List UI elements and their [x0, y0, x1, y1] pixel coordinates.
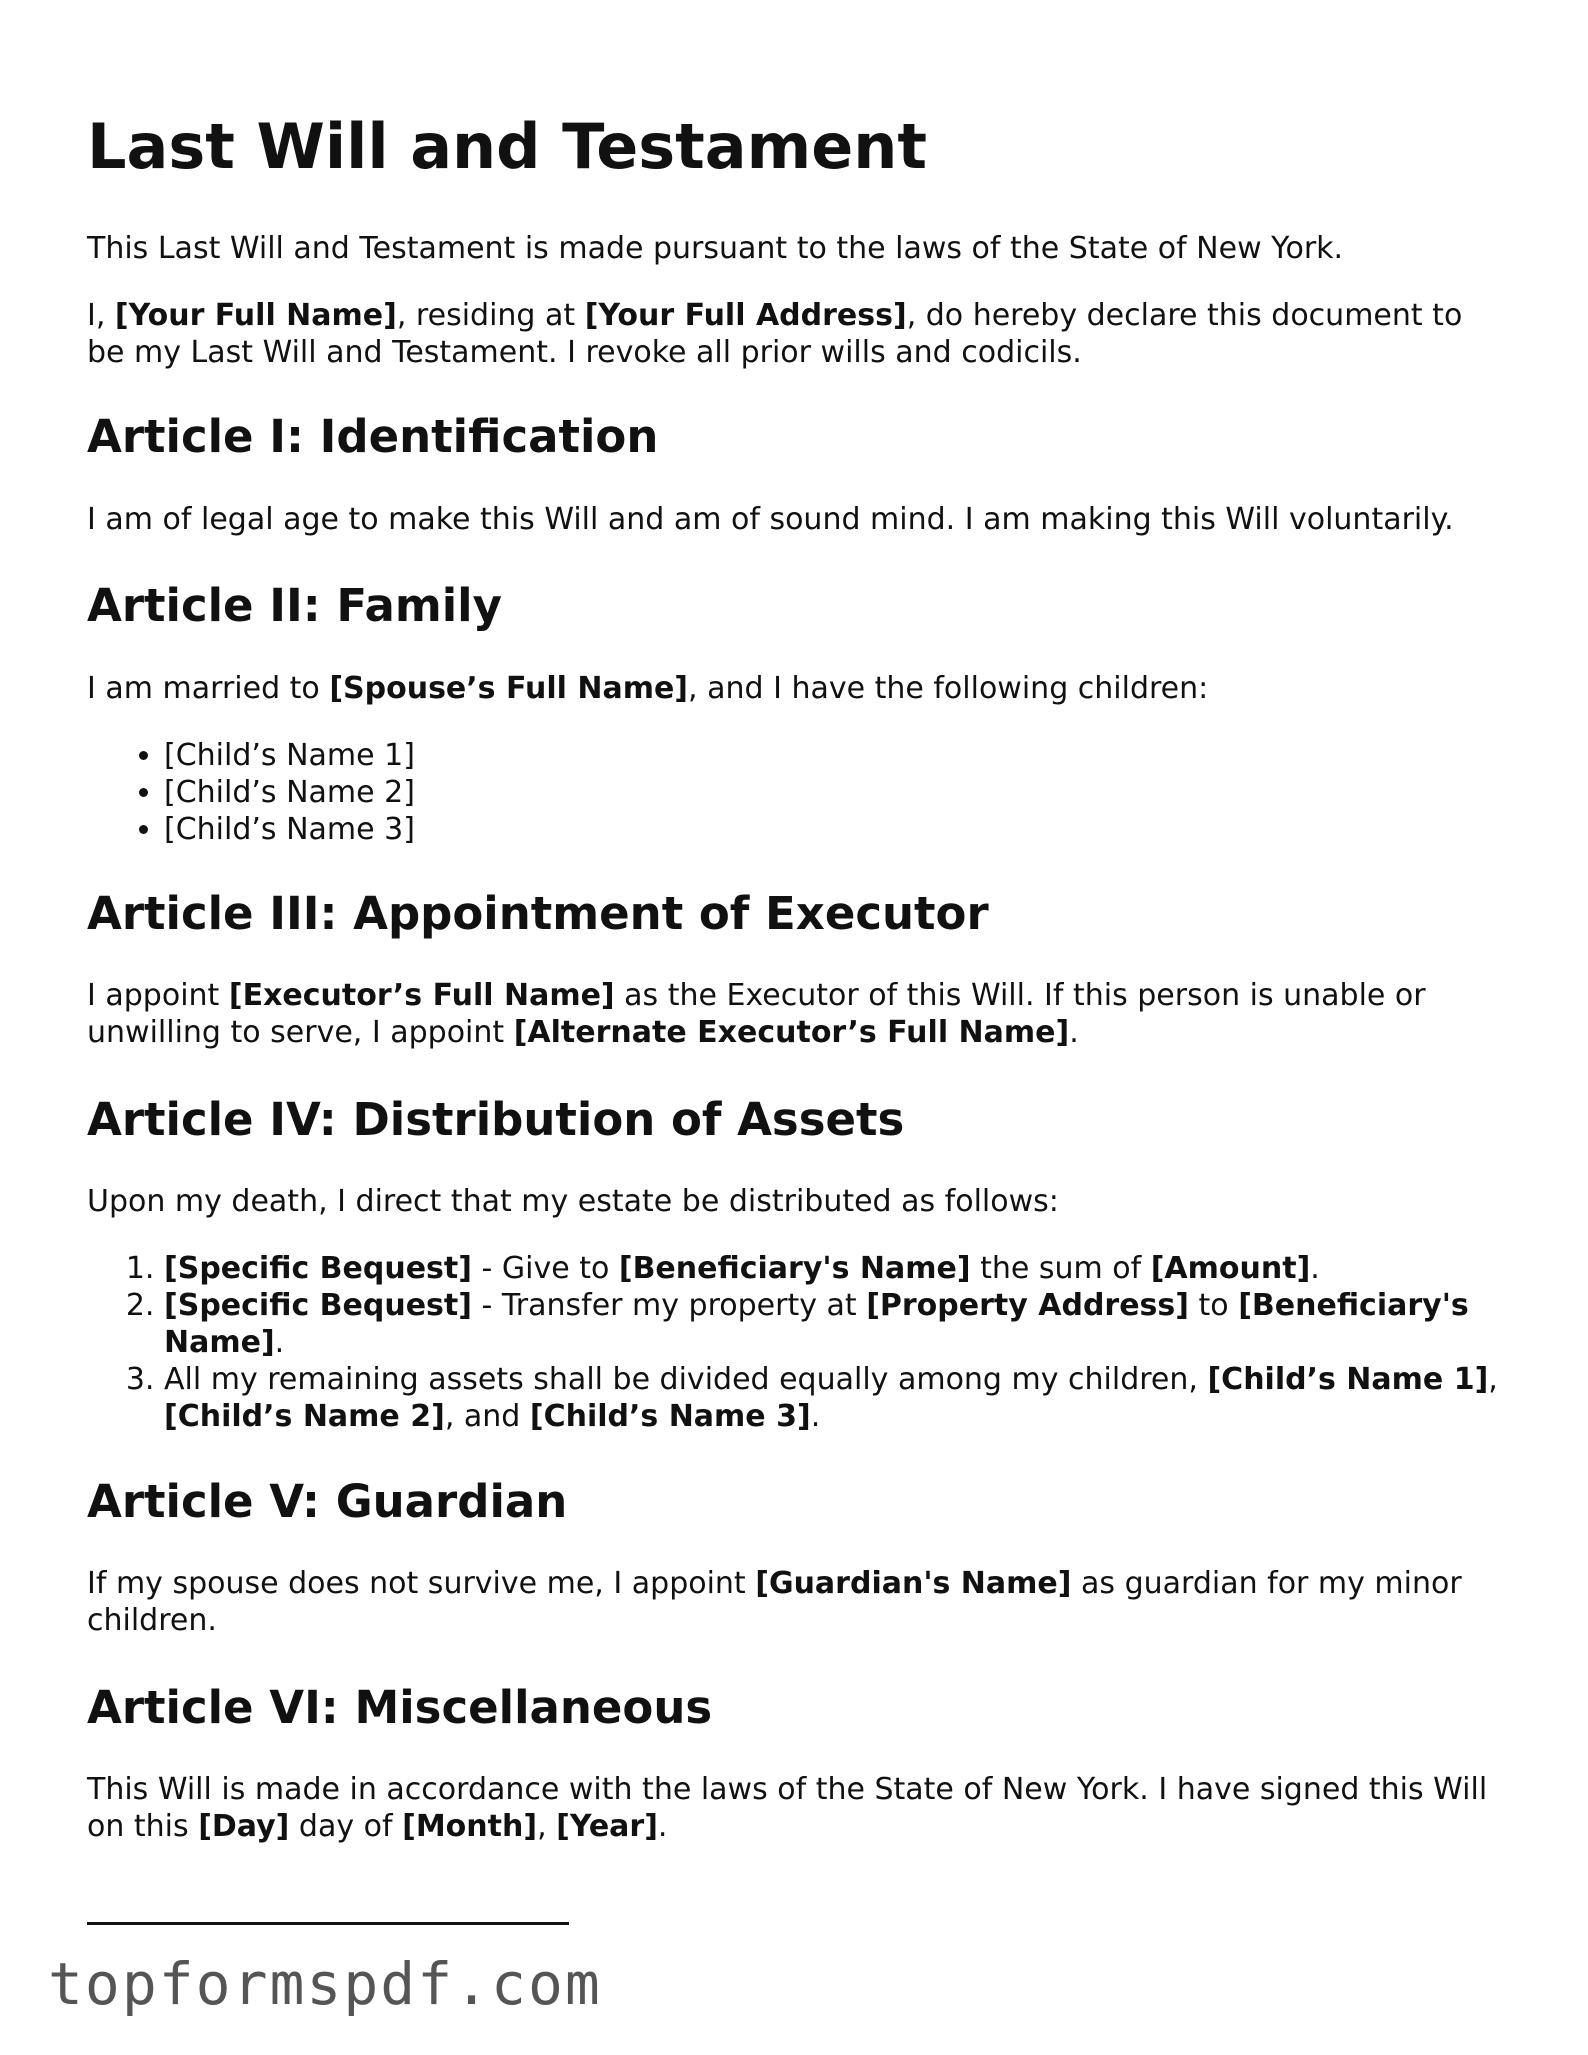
bequest-text: , — [1488, 1362, 1498, 1397]
article-4-heading: Article IV: Distribution of Assets — [87, 1093, 905, 1146]
family-text: , and I have the following children: — [688, 671, 1209, 706]
list-item: • [Child’s Name 3] — [164, 811, 1507, 848]
watermark: topformspdf.com — [48, 1950, 602, 2018]
misc-text: day of — [289, 1809, 403, 1844]
beneficiary-placeholder: [Beneficiary's Name] — [164, 1288, 1469, 1360]
spouse-name-placeholder: [Spouse’s Full Name] — [329, 671, 689, 706]
child-name-placeholder: [Child’s Name 1] — [1207, 1362, 1489, 1397]
article-1-text: I am of legal age to make this Will and am of sound mind. I am making this Will voluntarily. — [87, 502, 1454, 537]
signature-line — [87, 1922, 569, 1925]
bequest-text: , and — [444, 1399, 530, 1434]
bequest-placeholder: [Specific Bequest] — [164, 1251, 472, 1286]
article-4-intro: Upon my death, I direct that my estate be distributed as follows: — [87, 1184, 1059, 1219]
guardian-name-placeholder: [Guardian's Name] — [755, 1566, 1072, 1601]
declaration-text: , do hereby declare this document to be my Last Will and Testament. I revoke all prior wills and codicils. — [87, 298, 1463, 370]
document-title: Last Will and Testament — [87, 110, 928, 183]
bequest-text: All my remaining assets shall be divided equally among my children, — [164, 1362, 1208, 1397]
bequest-text: - Transfer my property at — [471, 1288, 867, 1323]
misc-text: . — [657, 1809, 668, 1844]
article-3-heading: Article III: Appointment of Executor — [87, 887, 989, 940]
bequest-text: - Give to — [471, 1251, 619, 1286]
executor-text: . — [1069, 1015, 1079, 1050]
year-placeholder: [Year] — [556, 1809, 658, 1844]
guardian-text: as guardian for my minor children. — [87, 1566, 1462, 1638]
family-text: I am married to — [87, 671, 330, 706]
article-2-heading: Article II: Family — [87, 579, 502, 632]
misc-text: This Will is made in accordance with the laws of the State of New York. I have signed this Will on this — [87, 1772, 1488, 1844]
testator-address-placeholder: [Your Full Address] — [584, 298, 907, 333]
month-placeholder: [Month] — [402, 1809, 538, 1844]
declaration-paragraph — [87, 297, 1507, 371]
bequest-text: the sum of — [970, 1251, 1151, 1286]
bequest-text: . — [1310, 1251, 1320, 1286]
executor-text: as the Executor of this Will. If this person is unable or unwilling to serve, I appoint — [87, 978, 1426, 1050]
article-1-heading: Article I: Identification — [87, 410, 659, 463]
list-item — [164, 1287, 1507, 1361]
list-item — [164, 1250, 1507, 1287]
article-2-text — [87, 670, 1507, 707]
article-5-text — [87, 1565, 1507, 1639]
bequest-text: . — [810, 1399, 821, 1434]
bequest-text: to — [1188, 1288, 1239, 1323]
article-3-text — [87, 977, 1507, 1051]
declaration-text: I, — [87, 298, 115, 333]
alternate-executor-placeholder: [Alternate Executor’s Full Name] — [513, 1015, 1070, 1050]
list-item: • [Child’s Name 1] — [164, 737, 1507, 774]
executor-name-placeholder: [Executor’s Full Name] — [228, 978, 615, 1013]
children-list — [87, 737, 1507, 848]
article-6-text — [87, 1771, 1507, 1845]
bequest-text: . — [274, 1325, 285, 1360]
day-placeholder: [Day] — [198, 1809, 290, 1844]
beneficiary-placeholder: [Beneficiary's Name] — [618, 1251, 971, 1286]
misc-text: , — [537, 1809, 557, 1844]
list-item: • [Child’s Name 2] — [164, 774, 1507, 811]
list-item — [164, 1361, 1507, 1435]
bequest-placeholder: [Specific Bequest] — [164, 1288, 472, 1323]
intro-paragraph: This Last Will and Testament is made pursuant to the laws of the State of New York. — [87, 231, 1344, 266]
article-5-heading: Article V: Guardian — [87, 1475, 568, 1528]
guardian-text: If my spouse does not survive me, I appoint — [87, 1566, 756, 1601]
child-name-placeholder: [Child’s Name 2] — [164, 1399, 445, 1434]
article-6-heading: Article VI: Miscellaneous — [87, 1681, 713, 1734]
child-name-placeholder: [Child’s Name 3] — [529, 1399, 811, 1434]
testator-name-placeholder: [Your Full Name] — [114, 298, 397, 333]
property-address-placeholder: [Property Address] — [866, 1288, 1189, 1323]
distribution-list — [87, 1250, 1507, 1435]
declaration-text: , residing at — [396, 298, 585, 333]
executor-text: I appoint — [87, 978, 229, 1013]
amount-placeholder: [Amount] — [1150, 1251, 1311, 1286]
